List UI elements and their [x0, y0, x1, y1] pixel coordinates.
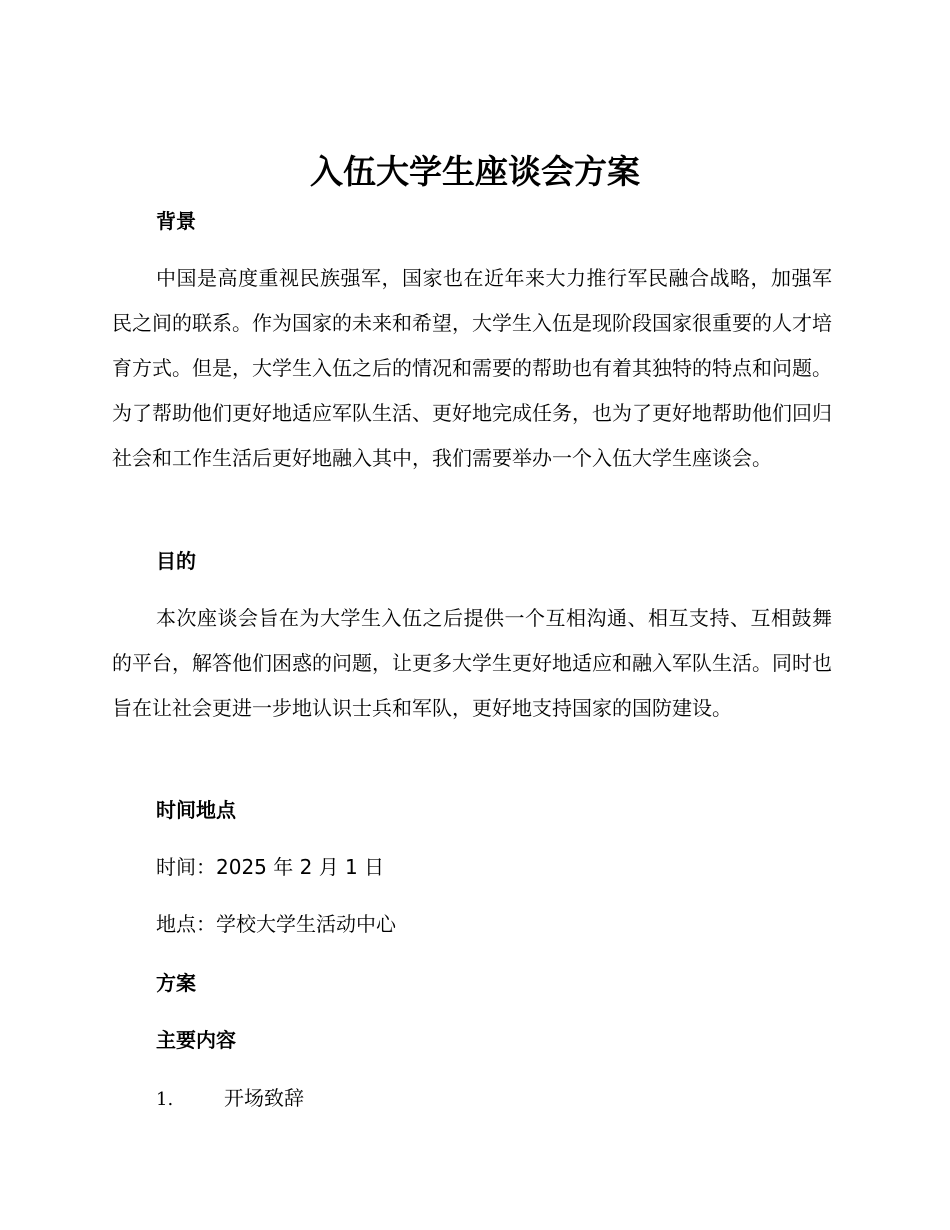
section-heading-purpose: 目的 [156, 549, 196, 573]
list-item-number: 1. [156, 1089, 174, 1110]
background-paragraph: 中国是高度重视民族强军，国家也在近年来大力推行军民融合战略，加强军民之间的联系。作为国家的未来和希望，大学生入伍是现阶段国家很重要的人才培育方式。但是，大学生入伍之后的情况和需要的帮助也有着其独特的特点和问题。为了帮助他们更好地适应军队生活、更好地完成任务，也为了更好地帮助他们回归社会和工作生活后更好地融入其中，我们需要举办一个入伍大学生座谈会。 [112, 266, 832, 470]
section-heading-main-content: 主要内容 [156, 1028, 236, 1052]
time-line: 时间：2025 年 2 月 1 日 [156, 855, 385, 879]
section-heading-plan: 方案 [156, 971, 196, 995]
purpose-paragraph: 本次座谈会旨在为大学生入伍之后提供一个互相沟通、相互支持、互相鼓舞的平台，解答他们困惑的问题，让更多大学生更好地适应和融入军队生活。同时也旨在让社会更进一步地认识士兵和军队，更好地支持国家的国防建设。 [112, 606, 832, 720]
section-heading-time-place: 时间地点 [156, 798, 236, 822]
place-line: 地点：学校大学生活动中心 [156, 912, 396, 936]
list-item-text: 开场致辞 [224, 1086, 304, 1110]
page-title: 入伍大学生座谈会方案 [310, 152, 640, 191]
list-item [156, 1084, 304, 1114]
section-heading-background: 背景 [156, 209, 196, 233]
